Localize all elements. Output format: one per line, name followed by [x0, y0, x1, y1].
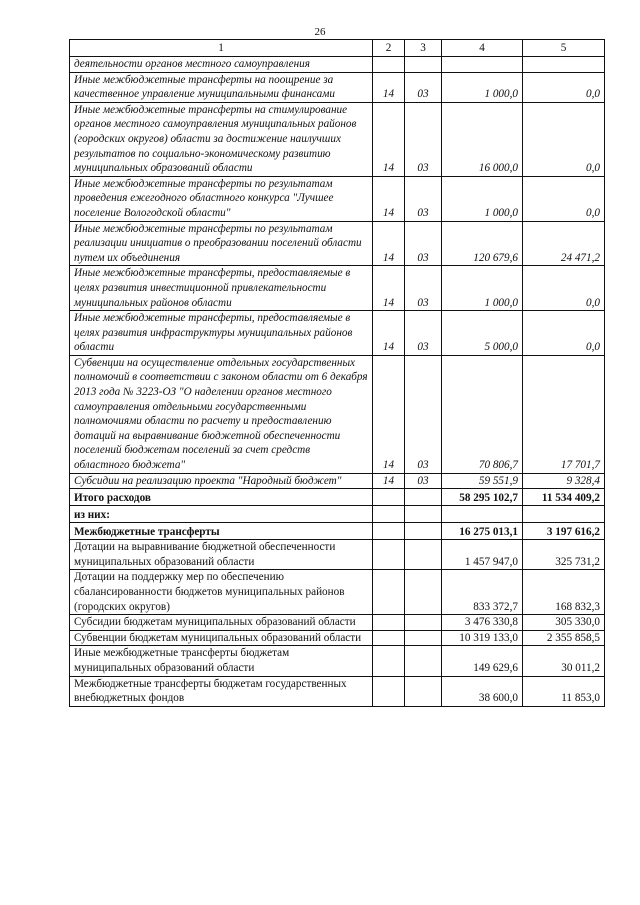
row-value-actual: 0,0 [523, 72, 605, 102]
row-code-subsection: 03 [405, 72, 442, 102]
row-value-actual: 0,0 [523, 311, 605, 356]
row-code-section [373, 57, 405, 73]
row-name: Межбюджетные трансферты [70, 523, 373, 540]
table-row [70, 570, 605, 615]
budget-table [69, 39, 605, 707]
row-value-plan: 1 000,0 [442, 72, 523, 102]
row-value-actual: 11 534 409,2 [523, 489, 605, 506]
row-code-section: 14 [373, 266, 405, 311]
row-value-actual: 30 011,2 [523, 646, 605, 676]
row-code-subsection [405, 523, 442, 540]
row-value-actual: 325 731,2 [523, 540, 605, 570]
row-value-plan: 70 806,7 [442, 355, 523, 473]
row-value-actual: 2 355 858,5 [523, 630, 605, 646]
row-name: деятельности органов местного самоуправления [70, 57, 373, 73]
row-code-section: 14 [373, 311, 405, 356]
row-name: Субсидии на реализацию проекта "Народный бюджет" [70, 473, 373, 489]
row-value-actual: 24 471,2 [523, 221, 605, 266]
table-row [70, 676, 605, 706]
row-code-subsection: 03 [405, 221, 442, 266]
row-name: Иные межбюджетные трансферты на стимулирование органов местного самоуправления муниципальных районов (городских округов) области за достижение наилучших результатов по социально-экономическому развитию муниципальных образований области [70, 102, 373, 176]
total-row [70, 489, 605, 506]
row-code-section [373, 646, 405, 676]
row-value-plan: 16 275 013,1 [442, 523, 523, 540]
table-row [70, 72, 605, 102]
row-code-subsection [405, 676, 442, 706]
row-name: Иные межбюджетные трансферты на поощрение за качественное управление муниципальными финансами [70, 72, 373, 102]
table-row [70, 311, 605, 356]
table-row [70, 630, 605, 646]
row-code-subsection [405, 630, 442, 646]
row-code-section: 14 [373, 355, 405, 473]
header-col-1: 1 [70, 40, 373, 57]
row-value-plan: 3 476 330,8 [442, 615, 523, 631]
table-row [70, 355, 605, 473]
row-code-section: 14 [373, 176, 405, 221]
row-value-plan [442, 506, 523, 523]
row-value-plan: 149 629,6 [442, 646, 523, 676]
row-name: Иные межбюджетные трансферты бюджетам муниципальных образований области [70, 646, 373, 676]
row-value-actual: 11 853,0 [523, 676, 605, 706]
row-code-section [373, 523, 405, 540]
row-code-subsection: 03 [405, 473, 442, 489]
row-code-section [373, 506, 405, 523]
row-value-actual [523, 506, 605, 523]
row-value-plan: 1 000,0 [442, 176, 523, 221]
row-code-subsection [405, 540, 442, 570]
table-row [70, 57, 605, 73]
row-value-actual: 9 328,4 [523, 473, 605, 489]
row-code-subsection: 03 [405, 311, 442, 356]
row-name: Иные межбюджетные трансферты по результатам проведения ежегодного областного конкурса "Лучшее поселение Вологодской области" [70, 176, 373, 221]
table-row [70, 266, 605, 311]
row-code-subsection [405, 57, 442, 73]
row-code-subsection [405, 570, 442, 615]
table-row [70, 102, 605, 176]
header-col-2: 2 [373, 40, 405, 57]
table-row [70, 540, 605, 570]
row-value-actual: 3 197 616,2 [523, 523, 605, 540]
row-value-plan: 58 295 102,7 [442, 489, 523, 506]
row-value-actual: 0,0 [523, 176, 605, 221]
row-value-plan: 10 319 133,0 [442, 630, 523, 646]
header-row [70, 40, 605, 57]
row-code-section: 14 [373, 473, 405, 489]
row-name: Субсидии бюджетам муниципальных образований области [70, 615, 373, 631]
row-name: Иные межбюджетные трансферты, предоставляемые в целях развития инвестиционной привлекательности муниципальных районов области [70, 266, 373, 311]
row-code-section [373, 615, 405, 631]
header-col-3: 3 [405, 40, 442, 57]
row-name: Дотации на выравнивание бюджетной обеспеченности муниципальных образований области [70, 540, 373, 570]
row-code-subsection [405, 489, 442, 506]
row-name: Субвенции на осуществление отдельных государственных полномочий в соответствии с законом области от 6 декабря 2013 года № 3223-ОЗ "О наделении органов местного самоуправления отдельными государственными полномочиями области по расчету и предоставлению дотаций на выравнивание бюджетной обеспеченности поселений бюджетам поселений за счет средств областного бюджета" [70, 355, 373, 473]
row-value-plan: 1 457 947,0 [442, 540, 523, 570]
row-code-subsection: 03 [405, 176, 442, 221]
row-code-section [373, 630, 405, 646]
row-code-subsection [405, 646, 442, 676]
row-value-actual: 17 701,7 [523, 355, 605, 473]
row-name: Иные межбюджетные трансферты, предоставляемые в целях развития инфраструктуры муниципальных районов области [70, 311, 373, 356]
row-name: Субвенции бюджетам муниципальных образований области [70, 630, 373, 646]
row-value-plan: 38 600,0 [442, 676, 523, 706]
row-code-subsection: 03 [405, 355, 442, 473]
header-col-4: 4 [442, 40, 523, 57]
row-value-plan: 59 551,9 [442, 473, 523, 489]
row-value-plan: 5 000,0 [442, 311, 523, 356]
row-value-actual: 168 832,3 [523, 570, 605, 615]
table-row [70, 221, 605, 266]
row-name: Межбюджетные трансферты бюджетам государственных внебюджетных фондов [70, 676, 373, 706]
row-value-actual: 0,0 [523, 266, 605, 311]
row-code-section: 14 [373, 221, 405, 266]
subheader-row [70, 506, 605, 523]
row-value-actual [523, 57, 605, 73]
row-code-subsection [405, 615, 442, 631]
row-value-plan: 1 000,0 [442, 266, 523, 311]
transfers-total-row [70, 523, 605, 540]
row-value-plan: 833 372,7 [442, 570, 523, 615]
row-code-section: 14 [373, 102, 405, 176]
row-name: Иные межбюджетные трансферты по результатам реализации инициатив о преобразовании поселений области путем их объединения [70, 221, 373, 266]
row-value-actual: 0,0 [523, 102, 605, 176]
row-name: из них: [70, 506, 373, 523]
page-number: 26 [314, 26, 326, 38]
row-value-plan: 16 000,0 [442, 102, 523, 176]
row-code-subsection: 03 [405, 102, 442, 176]
table-row [70, 176, 605, 221]
row-code-section [373, 676, 405, 706]
table-row [70, 615, 605, 631]
row-code-subsection: 03 [405, 266, 442, 311]
row-value-plan: 120 679,6 [442, 221, 523, 266]
table-row [70, 646, 605, 676]
row-value-plan [442, 57, 523, 73]
row-value-actual: 305 330,0 [523, 615, 605, 631]
table-row [70, 473, 605, 489]
row-code-section [373, 570, 405, 615]
row-code-subsection [405, 506, 442, 523]
row-code-section: 14 [373, 72, 405, 102]
row-name: Итого расходов [70, 489, 373, 506]
row-name: Дотации на поддержку мер по обеспечению сбалансированности бюджетов муниципальных районов (городских округов) [70, 570, 373, 615]
header-col-5: 5 [523, 40, 605, 57]
row-code-section [373, 489, 405, 506]
row-code-section [373, 540, 405, 570]
